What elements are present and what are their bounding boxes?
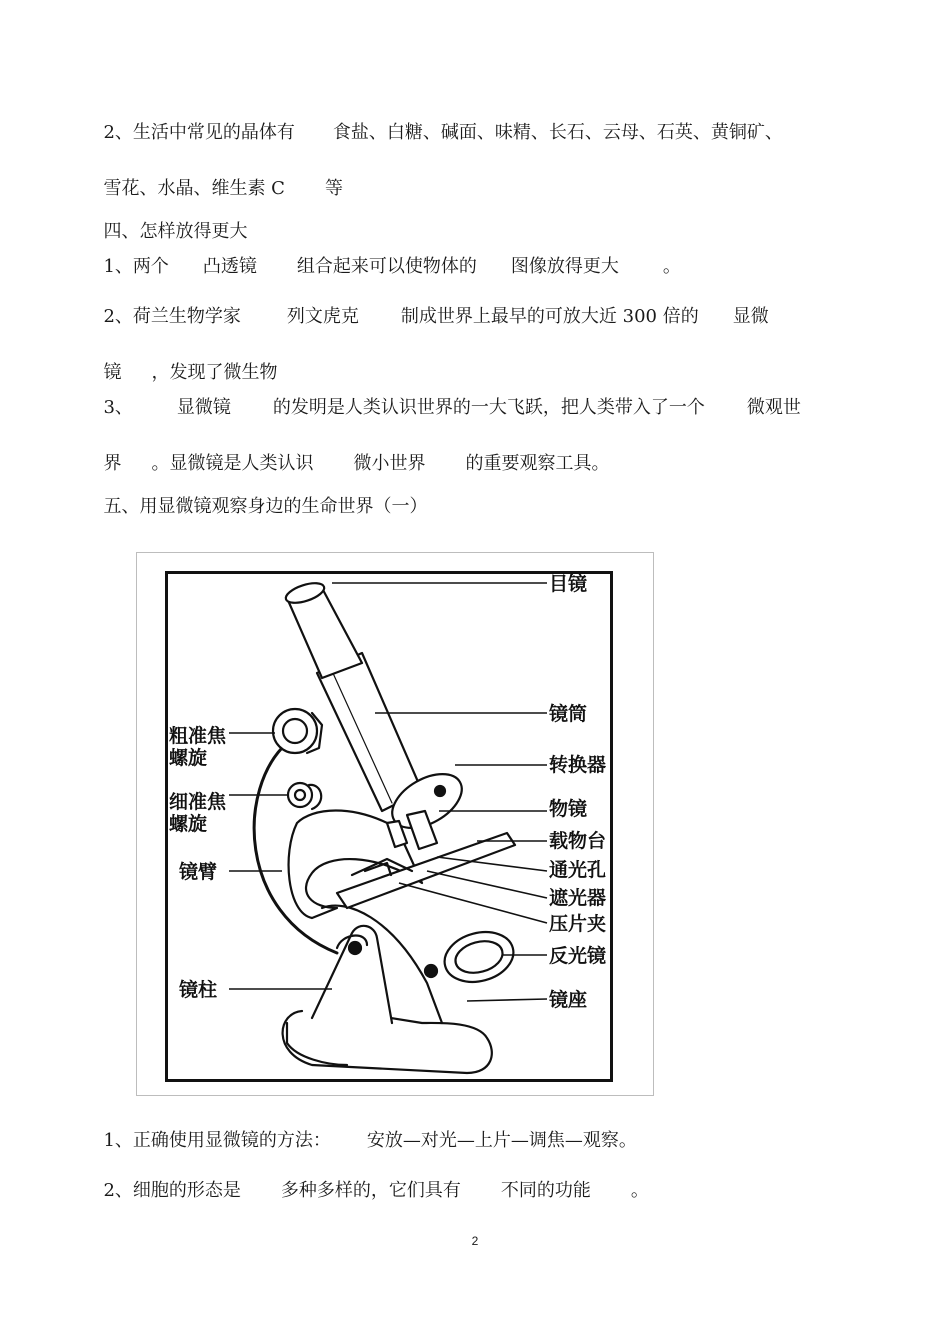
label-arm: 镜臂 — [179, 861, 218, 883]
line-seg: 界 — [103, 453, 122, 474]
label-pillar: 镜柱 — [179, 979, 218, 1001]
line-seg: 。 — [662, 256, 681, 277]
line-seg: 镜 — [103, 362, 122, 383]
line-seg: 四、怎样放得更大 — [103, 221, 248, 242]
line-seg: 等 — [324, 178, 343, 199]
label-nosepiece: 转换器 — [549, 754, 607, 776]
text-line-8 — [92, 431, 609, 475]
microscope-diagram — [136, 552, 654, 1096]
text-line-1 — [92, 100, 783, 144]
text-line-2 — [92, 156, 343, 200]
line-seg: 不同的功能 — [500, 1180, 591, 1201]
line-seg: 显微 — [732, 306, 769, 327]
label-coarse-focus-2: 螺旋 — [169, 747, 208, 769]
line-seg: 2、荷兰生物学家 — [103, 306, 241, 327]
line-seg: 制成世界上最早的可放大近 300 倍的 — [400, 306, 699, 327]
line-seg: 微观世 — [746, 397, 801, 418]
section-heading-5 — [92, 474, 427, 518]
line-seg: 食盐、白糖、碱面、味精、长石、云母、石英、黄铜矿、 — [332, 122, 783, 143]
text-line-10 — [92, 1108, 637, 1152]
line-seg: 的发明是人类认识世界的一大飞跃，把人类带入了一个 — [272, 397, 705, 418]
label-eyepiece: 目镜 — [549, 573, 588, 595]
line-seg: 多种多样的，它们具有 — [280, 1180, 461, 1201]
microscope-drawing — [137, 553, 653, 1095]
line-seg: 五、用显微镜观察身边的生命世界（一） — [103, 496, 428, 517]
label-tube: 镜筒 — [549, 703, 588, 725]
text-line-4 — [92, 234, 681, 278]
label-stage: 载物台 — [549, 830, 607, 852]
label-mirror: 反光镜 — [549, 945, 607, 967]
text-line-5 — [92, 284, 769, 328]
label-diaphragm: 遮光器 — [549, 887, 607, 909]
line-seg: 的重要观察工具。 — [465, 453, 610, 474]
line-seg: 列文虎克 — [286, 306, 359, 327]
label-objective: 物镜 — [549, 798, 588, 820]
text-line-11 — [92, 1158, 649, 1202]
line-seg: 组合起来可以使物体的 — [296, 256, 477, 277]
line-seg: 图像放得更大 — [510, 256, 619, 277]
label-fine-focus-2: 螺旋 — [169, 813, 208, 835]
line-seg: 2、生活中常见的晶体有 — [103, 122, 295, 143]
line-seg: 1、正确使用显微镜的方法： — [103, 1130, 331, 1151]
line-seg: 雪花、水晶、维生素 C — [103, 178, 285, 199]
line-seg: 显微镜 — [176, 397, 231, 418]
line-seg: 微小世界 — [353, 453, 426, 474]
line-seg: 3、 — [103, 397, 133, 418]
line-seg: 安放—对光—上片—调焦—观察。 — [366, 1130, 637, 1151]
label-fine-focus-1: 细准焦 — [169, 791, 227, 813]
line-seg: 1、两个 — [103, 256, 169, 277]
line-seg: 2、细胞的形态是 — [103, 1180, 241, 1201]
text-line-7 — [92, 375, 801, 419]
line-seg: 。显微镜是人类认识 — [151, 453, 314, 474]
label-stage-clip: 压片夹 — [549, 913, 607, 935]
line-seg: ，发现了微生物 — [151, 362, 278, 383]
line-seg: 凸透镜 — [202, 256, 257, 277]
label-aperture: 通光孔 — [549, 859, 607, 881]
page-number: 2 — [471, 1234, 479, 1248]
label-base: 镜座 — [549, 989, 588, 1011]
label-coarse-focus-1: 粗准焦 — [169, 725, 227, 747]
line-seg: 。 — [630, 1180, 649, 1201]
